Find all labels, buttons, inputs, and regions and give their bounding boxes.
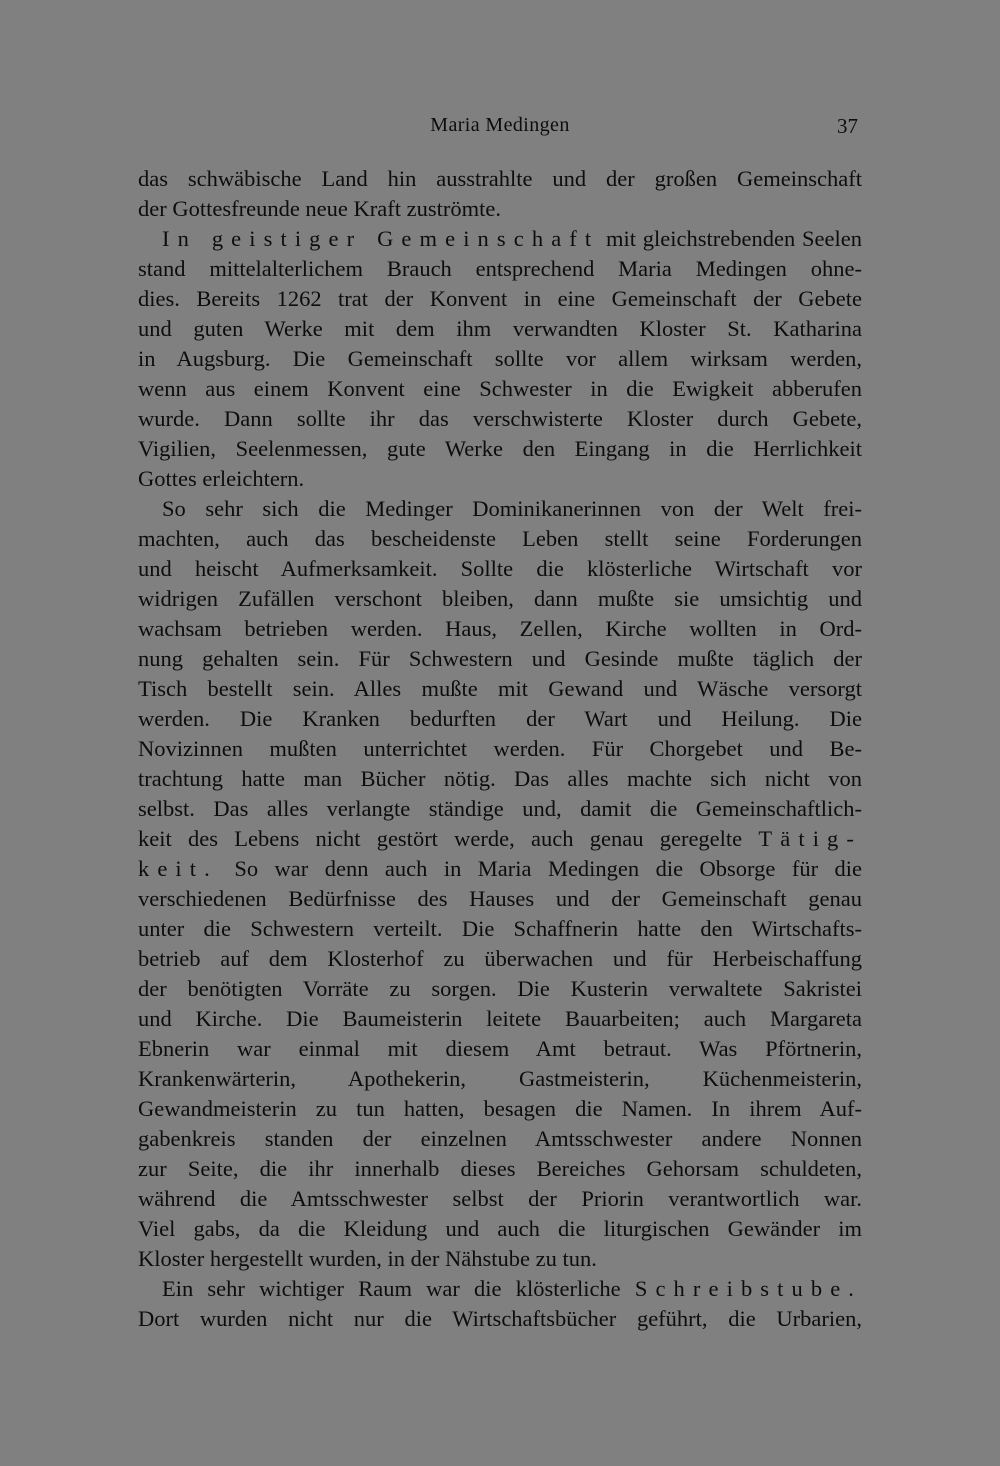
text-line: Viel gabs, da die Kleidung und auch die liturgischen Gewänder im [138, 1216, 862, 1241]
spaced-emphasis: Schreibstube. [634, 1276, 863, 1301]
text-segment: keit des Lebens nicht gestört werde, auch genau geregelte [138, 826, 743, 851]
text-line: Novizinnen mußten unterrichtet werden. Für Chorgebet und Be- [138, 736, 862, 761]
text-line: das schwäbische Land hin ausstrahlte und der großen Gemeinschaft [138, 166, 862, 191]
text-line: Kloster hergestellt wurden, in der Nähstube zu tun. [138, 1246, 597, 1271]
text-segment: So war denn auch in Maria Medingen die Obsorge für die [234, 856, 862, 881]
paragraph-2 [138, 224, 862, 494]
text-line: So sehr sich die Medinger Dominikanerinnen von der Welt frei- [162, 496, 862, 521]
text-line: nung gehalten sein. Für Schwestern und Gesinde mußte täglich der [138, 646, 862, 671]
text-line: und heischt Aufmerksamkeit. Sollte die klösterliche Wirtschaft vor [138, 556, 862, 581]
text-line: der benötigten Vorräte zu sorgen. Die Kusterin verwaltete Sakristei [138, 976, 862, 1001]
text-line: wenn aus einem Konvent eine Schwester in die Ewigkeit abberufen [138, 376, 862, 401]
text-line: wurde. Dann sollte ihr das verschwisterte Kloster durch Gebete, [138, 406, 862, 431]
text-line: betrieb auf dem Klosterhof zu überwachen und für Herbeischaffung [138, 946, 862, 971]
text-line: während die Amtsschwester selbst der Priorin verantwortlich war. [138, 1186, 862, 1211]
text-line [138, 1274, 862, 1304]
text-line: selbst. Das alles verlangte ständige und, damit die Gemeinschaftlich- [138, 796, 862, 821]
text-line [138, 824, 862, 854]
text-line: Vigilien, Seelenmessen, gute Werke den Eingang in die Herrlichkeit [138, 436, 862, 461]
text-line [138, 854, 862, 884]
text-line [138, 224, 862, 254]
spaced-emphasis: In geistiger Gemeinschaft [162, 226, 600, 251]
text-line: gabenkreis standen der einzelnen Amtsschwester andere Nonnen [138, 1126, 862, 1151]
spaced-emphasis: keit. [138, 856, 218, 881]
text-line: in Augsburg. Die Gemeinschaft sollte vor allem wirksam werden, [138, 346, 862, 371]
running-title: Maria Medingen [430, 114, 570, 136]
text-line: Tisch bestellt sein. Alles mußte mit Gewand und Wäsche versorgt [138, 676, 862, 701]
paragraph-4 [138, 1274, 862, 1334]
text-line: unter die Schwestern verteilt. Die Schaffnerin hatte den Wirtschafts- [138, 916, 862, 941]
text-line: trachtung hatte man Bücher nötig. Das alles machte sich nicht von [138, 766, 862, 791]
text-line: Ebnerin war einmal mit diesem Amt betraut. Was Pförtnerin, [138, 1036, 862, 1061]
text-line: machten, auch das bescheidenste Leben stellt seine Forderungen [138, 526, 862, 551]
text-line: zur Seite, die ihr innerhalb dieses Bereiches Gehorsam schuldeten, [138, 1156, 862, 1181]
text-line: Gottes erleichtern. [138, 466, 305, 491]
text-line: Dort wurden nicht nur die Wirtschaftsbücher geführt, die Urbarien, [138, 1306, 862, 1331]
paragraph-1 [138, 164, 862, 224]
spaced-emphasis: Tätig- [758, 826, 862, 851]
text-line: werden. Die Kranken bedurften der Wart und Heilung. Die [138, 706, 862, 731]
text-line: dies. Bereits 1262 trat der Konvent in eine Gemeinschaft der Gebete [138, 286, 862, 311]
text-line: Gewandmeisterin zu tun hatten, besagen die Namen. In ihrem Auf- [138, 1096, 862, 1121]
text-segment: mit gleichstrebenden Seelen [606, 226, 862, 251]
text-line: stand mittelalterlichem Brauch entsprechend Maria Medingen ohne- [138, 256, 862, 281]
text-line: und Kirche. Die Baumeisterin leitete Bauarbeiten; auch Margareta [138, 1006, 862, 1031]
text-line: verschiedenen Bedürfnisse des Hauses und der Gemeinschaft genau [138, 886, 862, 911]
text-line: widrigen Zufällen verschont bleiben, dann mußte sie umsichtig und [138, 586, 862, 611]
text-segment: Ein sehr wichtiger Raum war die klösterliche [162, 1276, 621, 1301]
text-line: und guten Werke mit dem ihm verwandten Kloster St. Katharina [138, 316, 862, 341]
text-line: wachsam betrieben werden. Haus, Zellen, Kirche wollten in Ord- [138, 616, 862, 641]
text-line: Krankenwärterin, Apothekerin, Gastmeisterin, Küchenmeisterin, [138, 1066, 862, 1091]
page-number: 37 [837, 114, 858, 138]
running-head [138, 114, 862, 140]
text-line: der Gottesfreunde neue Kraft zuströmte. [138, 196, 501, 221]
body-text [138, 164, 862, 1334]
paragraph-3 [138, 494, 862, 1274]
